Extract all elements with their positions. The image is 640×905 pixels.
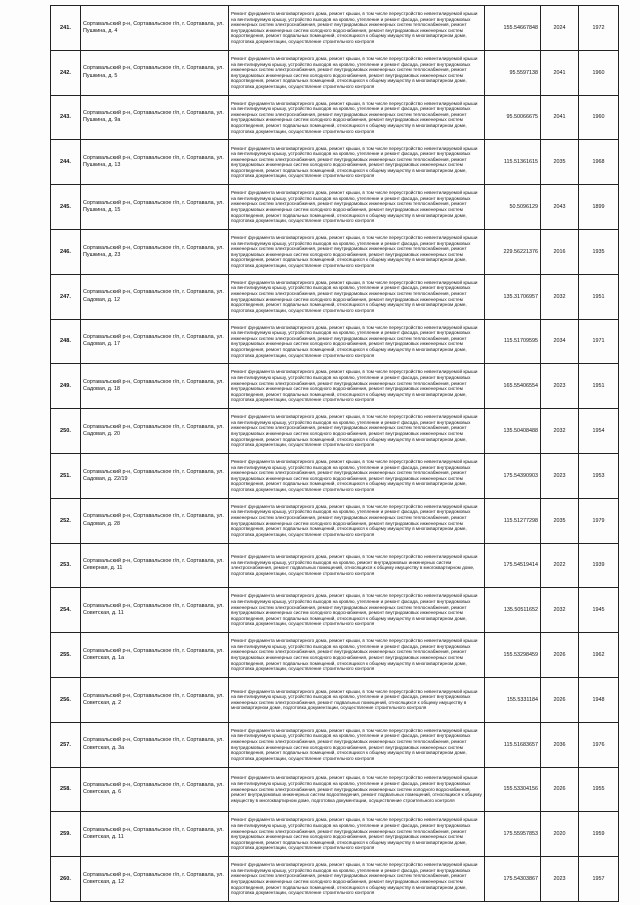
table-row [51,633,619,678]
table-row [51,229,619,274]
works-cell: Ремонт фундамента многоквартирного дома, ремонт крыши, в том числе переустройство невентилируемой крыши на вентилируемую крышу, устройство выходов на кровлю, утепление и ремонт фасада, ремонт внутридомовых инженерных систем электроснабжения, ремонт внутридомовых инженерных систем теплоснабжения, ремонт внутридомовых инженерных систем холодного водоснабжения, ремонт внутридомовых инженерных систем водоотведения, ремонт подвальных помещений, относящихся к общему имуществу в многоквартирном доме, подготовка документации, осуществление строительного контроля [229,95,485,140]
address-cell: Сортавальский р-н, Сортавальское г/п, г. Сортавала, ул. Пушкина, д. 23 [81,229,229,274]
cost-cell: 50.5096129 [485,185,541,230]
works-cell: Ремонт фундамента многоквартирного дома, ремонт крыши, в том числе переустройство невентилируемой крыши на вентилируемую крышу, устройство выходов на кровлю, утепление и ремонт фасада, ремонт внутридомовых инженерных систем электроснабжения, ремонт подвальных помещений, относящихся к общему имуществу в многоквартирном доме, подготовка документации, осуществление строительного контроля [229,677,485,722]
address-cell: Сортавальский р-н, Сортавальское г/п, г. Сортавала, ул. Садовая, д. 18 [81,364,229,409]
row-number: 248. [51,319,81,364]
build-year-cell: 1959 [579,812,619,857]
row-number: 242. [51,50,81,95]
build-year-cell: 1957 [579,857,619,902]
build-year-cell: 1953 [579,453,619,498]
address-cell: Сортавальский р-н, Сортавальское г/п, г. Сортавала, ул. Пушкина, д. 13 [81,140,229,185]
cost-cell: 155.53304156 [485,767,541,812]
build-year-cell: 1962 [579,633,619,678]
cost-cell: 175.54303867 [485,857,541,902]
table-row [51,140,619,185]
cost-cell: 155.5331184 [485,677,541,722]
cost-cell: 135.50408488 [485,409,541,454]
table-row [51,50,619,95]
planned-year-cell: 2020 [541,812,579,857]
works-cell: Ремонт фундамента многоквартирного дома, ремонт крыши, в том числе переустройство невентилируемой крыши на вентилируемую крышу, устройство выходов на кровлю, утепление и ремонт фасада, ремонт внутридомовых инженерных систем электроснабжения, ремонт внутридомовых инженерных систем теплоснабжения, ремонт внутридомовых инженерных систем холодного водоснабжения, ремонт внутридомовых инженерных систем водоотведения, ремонт подвальных помещений, относящихся к общему имуществу в многоквартирном доме, подготовка документации, осуществление строительного контроля [229,633,485,678]
cost-cell: 175.55957853 [485,812,541,857]
planned-year-cell: 2026 [541,633,579,678]
works-cell: Ремонт фундамента многоквартирного дома, ремонт крыши, в том числе переустройство невентилируемой крыши на вентилируемую крышу, устройство выходов на кровлю, утепление и ремонт фасада, ремонт внутридомовых инженерных систем электроснабжения, ремонт внутридомовых инженерных систем теплоснабжения, ремонт внутридомовых инженерных систем холодного водоснабжения, ремонт внутридомовых инженерных систем водоотведения, ремонт подвальных помещений, относящихся к общему имуществу в многоквартирном доме, подготовка документации, осуществление строительного контроля [229,409,485,454]
planned-year-cell: 2035 [541,140,579,185]
cost-cell: 95.50066675 [485,95,541,140]
address-cell: Сортавальский р-н, Сортавальское г/п, г. Сортавала, ул. Северная, д. 11 [81,543,229,588]
cost-cell: 155.54667848 [485,6,541,51]
cost-cell: 115.51361615 [485,140,541,185]
works-cell: Ремонт фундамента многоквартирного дома, ремонт крыши, в том числе переустройство невентилируемой крыши на вентилируемую крышу, устройство выходов на кровлю, утепление и ремонт фасада, ремонт внутридомовых инженерных систем электроснабжения, ремонт внутридомовых инженерных систем теплоснабжения, ремонт внутридомовых инженерных систем холодного водоснабжения, ремонт внутридомовых инженерных систем водоотведения, ремонт подвальных помещений, относящихся к общему имуществу в многоквартирном доме, подготовка документации, осуществление строительного контроля [229,185,485,230]
table-row [51,6,619,51]
table-row [51,453,619,498]
row-number: 252. [51,498,81,543]
row-number: 244. [51,140,81,185]
row-number: 258. [51,767,81,812]
address-cell: Сортавальский р-н, Сортавальское г/п, г. Сортавала, ул. Садовая, д. 20 [81,409,229,454]
planned-year-cell: 2022 [541,543,579,588]
planned-year-cell: 2026 [541,767,579,812]
row-number: 259. [51,812,81,857]
table-row [51,498,619,543]
row-number: 254. [51,588,81,633]
row-number: 253. [51,543,81,588]
address-cell: Сортавальский р-н, Сортавальское г/п, г. Сортавала, ул. Садовая, д. 22/19 [81,453,229,498]
cost-cell: 115.51709595 [485,319,541,364]
planned-year-cell: 2016 [541,229,579,274]
address-cell: Сортавальский р-н, Сортавальское г/п, г. Сортавала, ул. Советская, д. 1а [81,633,229,678]
address-cell: Сортавальский р-н, Сортавальское г/п, г. Сортавала, ул. Пушкина, д. 15 [81,185,229,230]
row-number: 256. [51,677,81,722]
works-cell: Ремонт фундамента многоквартирного дома, ремонт крыши, в том числе переустройство невентилируемой крыши на вентилируемую крышу, устройство выходов на кровлю, утепление и ремонт фасада, ремонт внутридомовых инженерных систем электроснабжения, ремонт внутридомовых инженерных систем теплоснабжения, ремонт внутридомовых инженерных систем холодного водоснабжения, ремонт внутридомовых инженерных систем водоотведения, ремонт подвальных помещений, относящихся к общему имуществу в многоквартирном доме, подготовка документации, осуществление строительного контроля [229,453,485,498]
address-cell: Сортавальский р-н, Сортавальское г/п, г. Сортавала, ул. Советская, д. 3а [81,722,229,767]
table-row [51,543,619,588]
register-body [51,6,619,902]
row-number: 255. [51,633,81,678]
works-cell: Ремонт фундамента многоквартирного дома, ремонт крыши, в том числе переустройство невентилируемой крыши на вентилируемую крышу, устройство выходов на кровлю, утепление и ремонт фасада, ремонт внутридомовых инженерных систем электроснабжения, ремонт внутридомовых инженерных систем теплоснабжения, ремонт внутридомовых инженерных систем холодного водоснабжения, ремонт внутридомовых инженерных систем водоотведения, ремонт подвальных помещений, относящихся к общему имуществу в многоквартирном доме, подготовка документации, осуществление строительного контроля [229,50,485,95]
cost-cell: 135.50511652 [485,588,541,633]
row-number: 247. [51,274,81,319]
planned-year-cell: 2034 [541,319,579,364]
works-cell: Ремонт фундамента многоквартирного дома, ремонт крыши, в том числе переустройство невентилируемой крыши на вентилируемую крышу, устройство выходов на кровлю, утепление и ремонт фасада, ремонт внутридомовых инженерных систем электроснабжения, ремонт внутридомовых инженерных систем теплоснабжения, ремонт внутридомовых инженерных систем холодного водоснабжения, ремонт внутридомовых инженерных систем водоотведения, ремонт подвальных помещений, относящихся к общему имуществу в многоквартирном доме, подготовка документации, осуществление строительного контроля [229,140,485,185]
build-year-cell: 1899 [579,185,619,230]
cost-cell: 175.54519414 [485,543,541,588]
table-row [51,364,619,409]
build-year-cell: 1954 [579,409,619,454]
build-year-cell: 1979 [579,498,619,543]
works-cell: Ремонт фундамента многоквартирного дома, ремонт крыши, в том числе переустройство невентилируемой крыши на вентилируемую крышу, устройство выходов на кровлю, утепление и ремонт фасада, ремонт внутридомовых инженерных систем электроснабжения, ремонт внутридомовых инженерных систем теплоснабжения, ремонт внутридомовых инженерных систем холодного водоснабжения, ремонт внутридомовых инженерных систем водоотведения, ремонт подвальных помещений, относящихся к общему имуществу в многоквартирном доме, подготовка документации, осуществление строительного контроля [229,722,485,767]
table-row [51,588,619,633]
address-cell: Сортавальский р-н, Сортавальское г/п, г. Сортавала, ул. Советская, д. 11 [81,812,229,857]
address-cell: Сортавальский р-н, Сортавальское г/п, г. Сортавала, ул. Советская, д. 2 [81,677,229,722]
build-year-cell: 1948 [579,677,619,722]
table-row [51,722,619,767]
cost-cell: 135.31706957 [485,274,541,319]
build-year-cell: 1968 [579,140,619,185]
address-cell: Сортавальский р-н, Сортавальское г/п, г. Сортавала, ул. Советская, д. 11 [81,588,229,633]
planned-year-cell: 2023 [541,364,579,409]
table-row [51,767,619,812]
planned-year-cell: 2032 [541,588,579,633]
planned-year-cell: 2026 [541,677,579,722]
cost-cell: 165.55406554 [485,364,541,409]
address-cell: Сортавальский р-н, Сортавальское г/п, г. Сортавала, ул. Пушкина, д. 5 [81,50,229,95]
row-number: 250. [51,409,81,454]
planned-year-cell: 2023 [541,857,579,902]
planned-year-cell: 2023 [541,453,579,498]
address-cell: Сортавальский р-н, Сортавальское г/п, г. Сортавала, ул. Садовая, д. 28 [81,498,229,543]
table-row [51,812,619,857]
planned-year-cell: 2043 [541,185,579,230]
table-row [51,274,619,319]
works-cell: Ремонт фундамента многоквартирного дома, ремонт крыши, в том числе переустройство невентилируемой крыши на вентилируемую крышу, устройство выходов на кровлю, утепление и ремонт фасада, ремонт внутридомовых инженерных систем электроснабжения, ремонт внутридомовых инженерных систем теплоснабжения, ремонт внутридомовых инженерных систем холодного водоснабжения, ремонт внутридомовых инженерных систем водоотведения, ремонт подвальных помещений, относящихся к общему имуществу в многоквартирном доме, подготовка документации, осуществление строительного контроля [229,274,485,319]
row-number: 260. [51,857,81,902]
row-number: 251. [51,453,81,498]
build-year-cell: 1951 [579,364,619,409]
address-cell: Сортавальский р-н, Сортавальское г/п, г. Сортавала, ул. Пушкина, д. 4 [81,6,229,51]
register-table [50,5,619,902]
cost-cell: 175.54390903 [485,453,541,498]
planned-year-cell: 2024 [541,6,579,51]
works-cell: Ремонт фундамента многоквартирного дома, ремонт крыши, в том числе переустройство невентилируемой крыши на вентилируемую крышу, устройство выходов на кровлю, утепление и ремонт фасада, ремонт внутридомовых инженерных систем электроснабжения, ремонт внутридомовых инженерных систем теплоснабжения, ремонт внутридомовых инженерных систем холодного водоснабжения, ремонт внутридомовых инженерных систем водоотведения, ремонт подвальных помещений, относящихся к общему имуществу в многоквартирном доме, подготовка документации, осуществление строительного контроля [229,857,485,902]
address-cell: Сортавальский р-н, Сортавальское г/п, г. Сортавала, ул. Садовая, д. 12 [81,274,229,319]
planned-year-cell: 2036 [541,722,579,767]
address-cell: Сортавальский р-н, Сортавальское г/п, г. Сортавала, ул. Советская, д. 6 [81,767,229,812]
cost-cell: 115.51683657 [485,722,541,767]
works-cell: Ремонт фундамента многоквартирного дома, ремонт крыши, в том числе переустройство невентилируемой крыши на вентилируемую крышу, устройство выходов на кровлю, утепление и ремонт фасада, ремонт внутридомовых инженерных систем электроснабжения, ремонт внутридомовых инженерных систем теплоснабжения, ремонт внутридомовых инженерных систем холодного водоснабжения, ремонт внутридомовых инженерных систем водоотведения, ремонт подвальных помещений, относящихся к общему имуществу в многоквартирном доме, подготовка документации, осуществление строительного контроля [229,812,485,857]
works-cell: Ремонт фундамента многоквартирного дома, ремонт крыши, в том числе переустройство невентилируемой крыши на вентилируемую крышу, устройство выходов на кровлю, утепление и ремонт фасада, ремонт внутридомовых инженерных систем электроснабжения, ремонт внутридомовых инженерных систем теплоснабжения, ремонт внутридомовых инженерных систем холодного водоснабжения, ремонт внутридомовых инженерных систем водоотведения, ремонт подвальных помещений, относящихся к общему имуществу в многоквартирном доме, подготовка документации, осуществление строительного контроля [229,6,485,51]
table-row [51,677,619,722]
planned-year-cell: 2041 [541,95,579,140]
works-cell: Ремонт фундамента многоквартирного дома, ремонт крыши, в том числе переустройство невентилируемой крыши на вентилируемую крышу, устройство выходов на кровлю, ремонт внутридомовых инженерных систем электроснабжения, ремонт подвальных помещений, относящихся к общему имуществу в многоквартирном доме, подготовка документации, осуществление строительного контроля [229,543,485,588]
address-cell: Сортавальский р-н, Сортавальское г/п, г. Сортавала, ул. Пушкина, д. 9а [81,95,229,140]
works-cell: Ремонт фундамента многоквартирного дома, ремонт крыши, в том числе переустройство невентилируемой крыши на вентилируемую крышу, устройство выходов на кровлю, утепление и ремонт фасада, ремонт внутридомовых инженерных систем электроснабжения, ремонт внутридомовых инженерных систем теплоснабжения, ремонт внутридомовых инженерных систем холодного водоснабжения, ремонт внутридомовых инженерных систем водоотведения, ремонт подвальных помещений, относящихся к общему имуществу в многоквартирном доме, подготовка документации, осуществление строительного контроля [229,229,485,274]
build-year-cell: 1976 [579,722,619,767]
table-row [51,409,619,454]
row-number: 257. [51,722,81,767]
table-row [51,319,619,364]
build-year-cell: 1960 [579,95,619,140]
works-cell: Ремонт фундамента многоквартирного дома, ремонт крыши, в том числе переустройство невентилируемой крыши на вентилируемую крышу, устройство выходов на кровлю, утепление и ремонт фасада, ремонт внутридомовых инженерных систем электроснабжения, ремонт внутридомовых инженерных систем теплоснабжения, ремонт внутридомовых инженерных систем холодного водоснабжения, ремонт внутридомовых инженерных систем водоотведения, ремонт подвальных помещений, относящихся к общему имуществу в многоквартирном доме, подготовка документации, осуществление строительного контроля [229,319,485,364]
build-year-cell: 1972 [579,6,619,51]
works-cell: Ремонт фундамента многоквартирного дома, ремонт крыши, в том числе переустройство невентилируемой крыши на вентилируемую крышу, устройство выходов на кровлю, утепление и ремонт фасада, ремонт внутридомовых инженерных систем электроснабжения, ремонт внутридомовых инженерных систем теплоснабжения, ремонт внутридомовых инженерных систем холодного водоснабжения, ремонт внутридомовых инженерных систем водоотведения, ремонт подвальных помещений, относящихся к общему имуществу в многоквартирном доме, подготовка документации, осуществление строительного контроля [229,364,485,409]
table-row [51,95,619,140]
row-number: 245. [51,185,81,230]
cost-cell: 229.56221376 [485,229,541,274]
build-year-cell: 1971 [579,319,619,364]
address-cell: Сортавальский р-н, Сортавальское г/п, г. Сортавала, ул. Советская, д. 12 [81,857,229,902]
build-year-cell: 1945 [579,588,619,633]
planned-year-cell: 2035 [541,498,579,543]
table-row [51,857,619,902]
works-cell: Ремонт фундамента многоквартирного дома, ремонт крыши, в том числе переустройство невентилируемой крыши на вентилируемую крышу, устройство выходов на кровлю, утепление и ремонт фасада, ремонт внутридомовых инженерных систем электроснабжения, ремонт внутридомовых инженерных систем холодного водоснабжения, ремонт внутридомовых инженерных систем водоотведения, ремонт подвальных помещений, относящихся к общему имуществу в многоквартирном доме, подготовка документации, осуществление строительного контроля [229,767,485,812]
build-year-cell: 1955 [579,767,619,812]
works-cell: Ремонт фундамента многоквартирного дома, ремонт крыши, в том числе переустройство невентилируемой крыши на вентилируемую крышу, устройство выходов на кровлю, утепление и ремонт фасада, ремонт внутридомовых инженерных систем электроснабжения, ремонт внутридомовых инженерных систем теплоснабжения, ремонт внутридомовых инженерных систем холодного водоснабжения, ремонт внутридомовых инженерных систем водоотведения, ремонт подвальных помещений, относящихся к общему имуществу в многоквартирном доме, подготовка документации, осуществление строительного контроля [229,588,485,633]
build-year-cell: 1939 [579,543,619,588]
build-year-cell: 1935 [579,229,619,274]
address-cell: Сортавальский р-н, Сортавальское г/п, г. Сортавала, ул. Садовая, д. 17 [81,319,229,364]
table-row [51,185,619,230]
row-number: 243. [51,95,81,140]
cost-cell: 155.53298459 [485,633,541,678]
row-number: 241. [51,6,81,51]
build-year-cell: 1951 [579,274,619,319]
planned-year-cell: 2032 [541,274,579,319]
works-cell: Ремонт фундамента многоквартирного дома, ремонт крыши, в том числе переустройство невентилируемой крыши на вентилируемую крышу, устройство выходов на кровлю, утепление и ремонт фасада, ремонт внутридомовых инженерных систем электроснабжения, ремонт внутридомовых инженерных систем теплоснабжения, ремонт внутридомовых инженерных систем холодного водоснабжения, ремонт внутридомовых инженерных систем водоотведения, ремонт подвальных помещений, относящихся к общему имуществу в многоквартирном доме, подготовка документации, осуществление строительного контроля [229,498,485,543]
build-year-cell: 1960 [579,50,619,95]
planned-year-cell: 2041 [541,50,579,95]
planned-year-cell: 2032 [541,409,579,454]
cost-cell: 95.5597138 [485,50,541,95]
cost-cell: 115.51277298 [485,498,541,543]
row-number: 249. [51,364,81,409]
row-number: 246. [51,229,81,274]
